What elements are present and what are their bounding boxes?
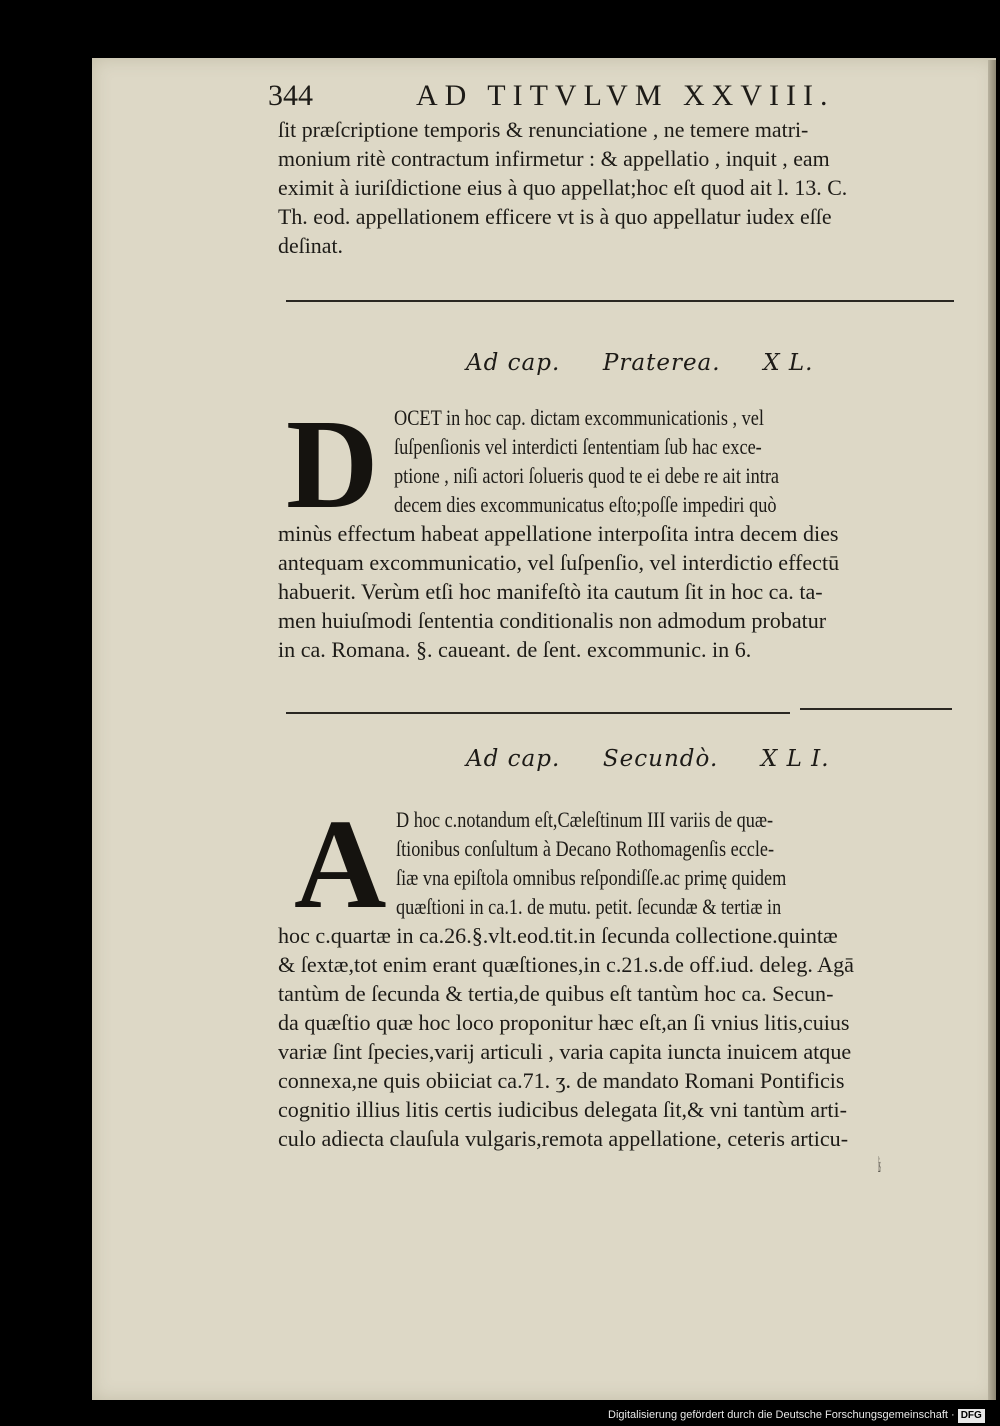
- catchword: lis: [878, 1152, 881, 1177]
- dfg-logo: DFG: [958, 1409, 985, 1423]
- running-title: AD TITVLVM XXVIII.: [416, 79, 835, 112]
- section2-paragraph: [278, 806, 968, 1176]
- section-heading-xli: [466, 744, 830, 774]
- section1-paragraph: [278, 404, 968, 666]
- text-line: in ca. Romana. §. caueant. de ſent. excommunic. in 6.: [278, 637, 752, 662]
- text-line: hoc c.quartæ in ca.26.§.vlt.eod.tit.in ſecunda collectione.quintæ: [278, 923, 838, 948]
- heading-chapter-name: Praterea.: [602, 350, 721, 376]
- section-divider: [286, 712, 790, 714]
- text-line: men huiuſmodi ſententia conditionalis non admodum probatur: [278, 608, 827, 633]
- heading-ad-cap: Ad cap.: [466, 746, 561, 772]
- text-line: Th. eod. appellationem efficere vt is à quo appellatur iudex eſſe: [278, 204, 832, 229]
- text-line: ſuſpenſionis vel interdicti ſententiam ſub hac exce-: [394, 434, 762, 459]
- text-line: da quæſtio quæ hoc loco proponitur hæc eſt,an ſi vnius litis,cuius: [278, 1010, 850, 1035]
- text-line: & ſextæ,tot enim erant quæſtiones,in c.21.s.de off.iud. deleg. Agā: [278, 952, 854, 977]
- credit-text: Digitalisierung gefördert durch die Deutsche Forschungsgemeinschaft ·: [608, 1409, 955, 1421]
- text-line: minùs effectum habeat appellatione interpoſita intra decem dies: [278, 521, 839, 546]
- text-line: cognitio illius litis certis iudicibus delegata ſit,& vni tantùm arti-: [278, 1097, 848, 1122]
- heading-chapter-name: Secundò.: [602, 746, 719, 772]
- running-header: [268, 74, 958, 118]
- text-line: OCET in hoc cap. dictam excommunicationis , vel: [394, 405, 765, 430]
- text-line: tantùm de ſecunda & tertia,de quibus eſt tantùm hoc ca. Secun-: [278, 981, 834, 1006]
- page-edge: [988, 60, 996, 1400]
- heading-ad-cap: Ad cap.: [466, 350, 561, 376]
- text-line: ſit præſcriptione temporis & renunciatione , ne temere matri-: [278, 117, 809, 142]
- text-line: ſiæ vna epiſtola omnibus reſpondiſſe.ac primę quidem: [396, 865, 787, 890]
- drop-cap-a: A: [294, 793, 387, 935]
- text-line: D hoc c.notandum eſt,Cæleſtinum III variis de quæ-: [396, 807, 774, 832]
- text-line: deſinat.: [278, 233, 344, 258]
- text-line: ſtionibus conſultum à Decano Rothomagenſis eccle-: [396, 836, 775, 861]
- section-divider: [800, 708, 952, 710]
- page-number: 344: [268, 79, 313, 112]
- text-line: decem dies excommunicatus eſto;poſſe impediri quò: [394, 492, 777, 517]
- heading-chapter-number: X L.: [763, 350, 814, 376]
- text-line: connexa,ne quis obiiciat ca.71. ʒ. de mandato Romani Pontificis: [278, 1068, 845, 1093]
- text-line: culo adiecta clauſula vulgaris,remota appellatione, ceteris articu-: [278, 1126, 849, 1151]
- section-heading-xl: [466, 348, 813, 378]
- drop-cap-d: D: [286, 393, 379, 535]
- text-line: habuerit. Verùm etſi hoc manifeſtò ita cautum ſit in hoc ca. ta-: [278, 579, 823, 604]
- text-line: monium ritè contractum infirmetur : & appellatio , inquit , eam: [278, 146, 830, 171]
- heading-chapter-number: X L I.: [760, 746, 830, 772]
- digitization-credit: [608, 1405, 1000, 1426]
- text-line: antequam excommunicatio, vel ſuſpenſio, vel interdictio effectū: [278, 550, 840, 575]
- text-line: variæ ſint ſpecies,varij articuli , varia capita iuncta inuicem atque: [278, 1039, 852, 1064]
- text-line: eximit à iuriſdictione eius à quo appellat;hoc eſt quod ait l. 13. C.: [278, 175, 848, 200]
- top-paragraph: [278, 116, 968, 266]
- text-line: ptione , niſi actori ſolueris quod te ei debe re ait intra: [394, 463, 780, 488]
- section-divider: [286, 300, 954, 302]
- text-line: quæſtioni in ca.1. de mutu. petit. ſecundæ & tertiæ in: [396, 894, 782, 919]
